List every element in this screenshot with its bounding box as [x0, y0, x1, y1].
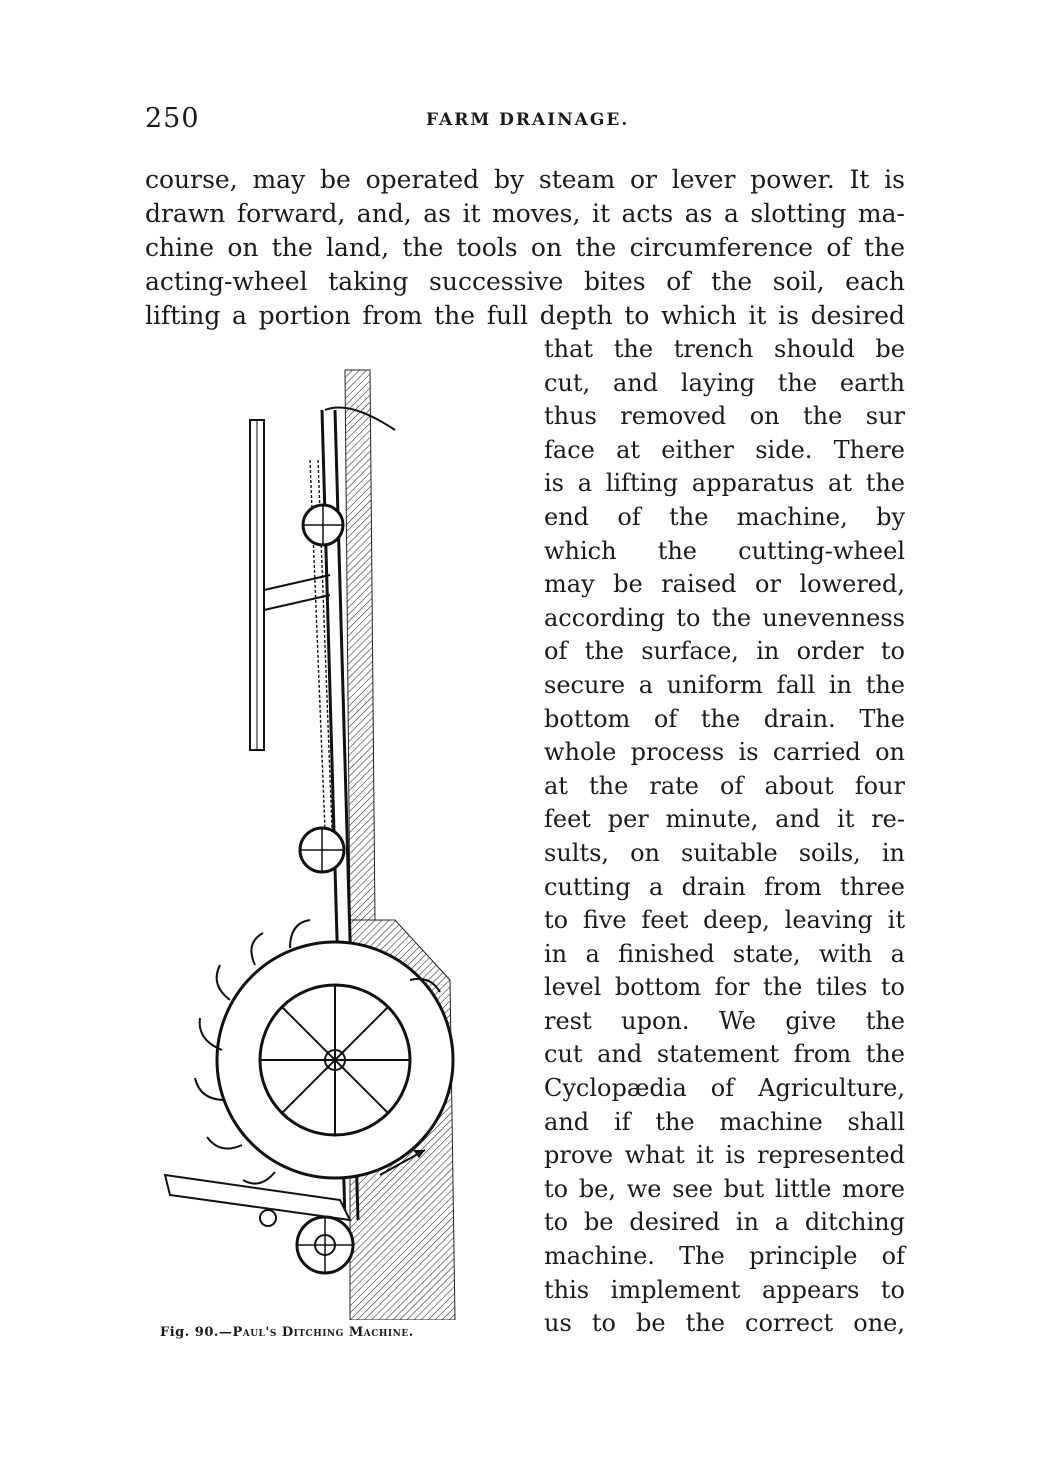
text-line: cut and statement from the: [544, 1040, 905, 1069]
text-line: machine. The principle of: [544, 1242, 905, 1271]
running-head: FARM DRAINAGE.: [426, 110, 630, 130]
figure-caption: [160, 1325, 414, 1340]
text-line: feet per minute, and it re-: [544, 805, 905, 834]
full-width-paragraph: [145, 163, 905, 333]
text-line: and if the machine shall: [544, 1107, 905, 1136]
trench-wall-upper: [345, 370, 375, 920]
text-line: Cyclopædia of Agriculture,: [544, 1074, 905, 1103]
text-line: end of the machine, by: [544, 502, 905, 531]
text-line: this implement appears to: [544, 1275, 905, 1304]
text-line: to be desired in a ditching: [544, 1208, 905, 1237]
text-line: in a finished state, with a: [544, 939, 905, 968]
text-line: us to be the correct one,: [544, 1309, 905, 1338]
text-line: lifting a portion from the full depth to which it is desired: [145, 301, 905, 330]
text-line: rest upon. We give the: [544, 1006, 905, 1035]
text-line: level bottom for the tiles to: [544, 973, 905, 1002]
text-line: face at either side. There: [544, 435, 905, 464]
side-column-paragraph: [544, 333, 905, 1341]
caption-title: Paul's Ditching Machine.: [232, 1325, 414, 1340]
text-line: may be raised or lowered,: [544, 570, 905, 599]
page-number: 250: [145, 103, 200, 134]
text-line: prove what it is represented: [544, 1141, 905, 1170]
lever-arm: [165, 1175, 350, 1220]
text-line: cut, and laying the earth: [544, 368, 905, 397]
text-line: thus removed on the sur: [544, 402, 905, 431]
text-line: to five feet deep, leaving it: [544, 906, 905, 935]
text-line: is a lifting apparatus at the: [544, 469, 905, 498]
text-line: chine on the land, the tools on the circumference of the: [145, 233, 905, 262]
text-line: of the surface, in order to: [544, 637, 905, 666]
text-line: to be, we see but little more: [544, 1174, 905, 1203]
ditching-machine-figure: [150, 360, 480, 1320]
ditching-machine-illustration: [150, 360, 480, 1320]
text-line: bottom of the drain. The: [544, 704, 905, 733]
text-line: which the cutting-wheel: [544, 536, 905, 565]
caption-prefix: Fig. 90.—: [160, 1325, 233, 1340]
text-line: according to the unevenness: [544, 603, 905, 632]
text-line: drawn forward, and, as it moves, it acts as a slotting ma-: [145, 199, 905, 228]
text-line: cutting a drain from three: [544, 872, 905, 901]
text-line: that the trench should be: [544, 335, 905, 363]
text-line: secure a uniform fall in the: [544, 670, 905, 699]
text-line: at the rate of about four: [544, 771, 905, 800]
text-line: sults, on suitable soils, in: [544, 838, 905, 867]
text-line: acting-wheel taking successive bites of the soil, each: [145, 267, 905, 296]
text-line: whole process is carried on: [544, 738, 905, 767]
text-line: course, may be operated by steam or lever power. It is: [145, 165, 905, 194]
